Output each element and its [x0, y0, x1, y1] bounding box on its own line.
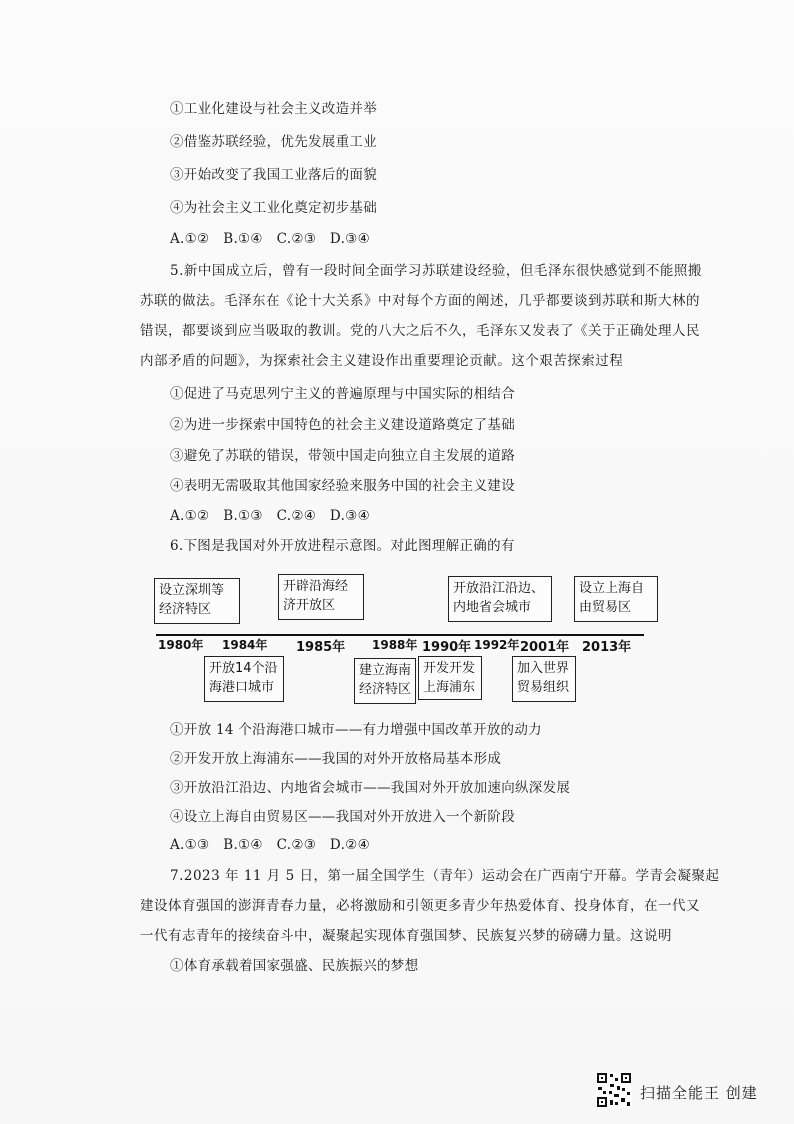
year-label: 2013年: [582, 640, 632, 655]
q5-item-1: ①促进了马克思列宁主义的普遍原理与中国实际的相结合: [170, 386, 515, 402]
q6-item-3: ③开放沿江沿边、内地省会城市——我国对外开放加速向纵深发展: [170, 780, 571, 796]
box-line: 设立上海自: [579, 581, 645, 596]
q5-item-2: ②为进一步探索中国特色的社会主义建设道路奠定了基础: [170, 417, 515, 433]
q4-choices: A.①② B.①④ C.②③ D.③④: [170, 231, 370, 247]
timeline-box-inland-cities: [448, 576, 552, 622]
q7-stem-line-3: 一代有志青年的接续奋斗中，凝聚起实现体育强国梦、民族复兴梦的磅礴力量。这说明: [140, 928, 672, 944]
timeline-box-shenzhen-sez: [154, 578, 240, 624]
q7-stem-line-2: 建设体育强国的澎湃青春力量，必将激励和引领更多青少年热爱体育、投身体育，在一代又: [140, 898, 700, 914]
qr-code-icon: [596, 1072, 632, 1108]
q5-stem-line-2: 苏联的做法。毛泽东在《论十大关系》中对每个方面的阐述，几乎都要谈到苏联和斯大林的: [140, 293, 700, 309]
q5-choices: A.①② B.①③ C.②④ D.③④: [170, 508, 370, 524]
q7-stem-line-1: 7.2023 年 11 月 5 日，第一届全国学生（青年）运动会在广西南宁开幕。学青会凝聚起: [170, 868, 720, 884]
year-label: 1992年: [474, 638, 520, 652]
q6-stem: 6.下图是我国对外开放进程示意图。对此图理解正确的有: [170, 538, 515, 554]
timeline-box-coastal-open-zone: [278, 574, 364, 620]
year-label: 2001年: [520, 640, 570, 655]
q6-item-1: ①开放 14 个沿海港口城市——有力增强中国改革开放的动力: [170, 722, 542, 738]
box-line: 设立深圳等: [159, 583, 225, 598]
box-line: 贸易组织: [517, 680, 570, 695]
timeline-box-hainan-sez: [354, 658, 416, 704]
q5-stem: [140, 256, 702, 376]
timeline-box-14-ports: [204, 656, 284, 702]
q5-stem-line-3: 错误，都要谈到应当吸取的教训。党的八大之后不久，毛泽东又发表了《关于正确处理人民: [140, 323, 700, 339]
box-line: 济开放区: [283, 598, 336, 613]
box-line: 经济特区: [159, 602, 212, 617]
box-line: 经济特区: [359, 682, 412, 697]
q4-item-1: ①工业化建设与社会主义改造并举: [170, 101, 377, 117]
q5-item-3: ③避免了苏联的错误，带领中国走向独立自主发展的道路: [170, 448, 515, 464]
box-line: 上海浦东: [423, 680, 476, 695]
q6-item-4: ④设立上海自由贸易区——我国对外开放进入一个新阶段: [170, 809, 515, 825]
q7-item-1: ①体育承载着国家强盛、民族振兴的梦想: [170, 958, 419, 974]
box-line: 内地省会城市: [453, 600, 532, 615]
timeline-box-wto: [512, 656, 576, 702]
timeline-box-pudong: [418, 656, 482, 700]
q4-item-3: ③开始改变了我国工业落后的面貌: [170, 167, 377, 183]
q7-stem: [140, 861, 720, 951]
year-label: 1990年: [422, 640, 472, 655]
year-label: 1985年: [296, 640, 346, 655]
year-label: 1980年: [158, 638, 204, 652]
opening-up-timeline-diagram: [150, 572, 660, 712]
box-line: 开放14个沿: [209, 661, 278, 676]
q6-choices: A.①③ B.①④ C.②③ D.②④: [170, 837, 370, 853]
box-line: 加入世界: [517, 661, 570, 676]
q5-item-4: ④表明无需吸取其他国家经验来服务中国的社会主义建设: [170, 478, 515, 494]
q5-stem-line-4: 内部矛盾的问题》，为探索社会主义建设作出重要理论贡献。这个艰苦探索过程: [140, 353, 624, 369]
q4-item-4: ④为社会主义工业化奠定初步基础: [170, 200, 377, 216]
box-line: 开放沿江沿边、: [453, 581, 545, 596]
timeline-box-shanghai-ftz: [574, 576, 658, 622]
box-line: 海港口城市: [209, 680, 275, 695]
q5-stem-line-1: 5.新中国成立后，曾有一段时间全面学习苏联建设经验，但毛泽东很快感觉到不能照搬: [170, 263, 702, 279]
box-line: 开辟沿海经: [283, 579, 349, 594]
q6-item-2: ②开发开放上海浦东——我国的对外开放格局基本形成: [170, 751, 502, 767]
year-label: 1988年: [372, 638, 418, 652]
year-label: 1984年: [222, 638, 268, 652]
box-line: 由贸易区: [579, 600, 632, 615]
q4-item-2: ②借鉴苏联经验，优先发展重工业: [170, 134, 377, 150]
camscanner-watermark: 扫描全能王 创建: [640, 1084, 758, 1102]
box-line: 开发开发: [423, 661, 476, 676]
box-line: 建立海南: [359, 663, 412, 678]
